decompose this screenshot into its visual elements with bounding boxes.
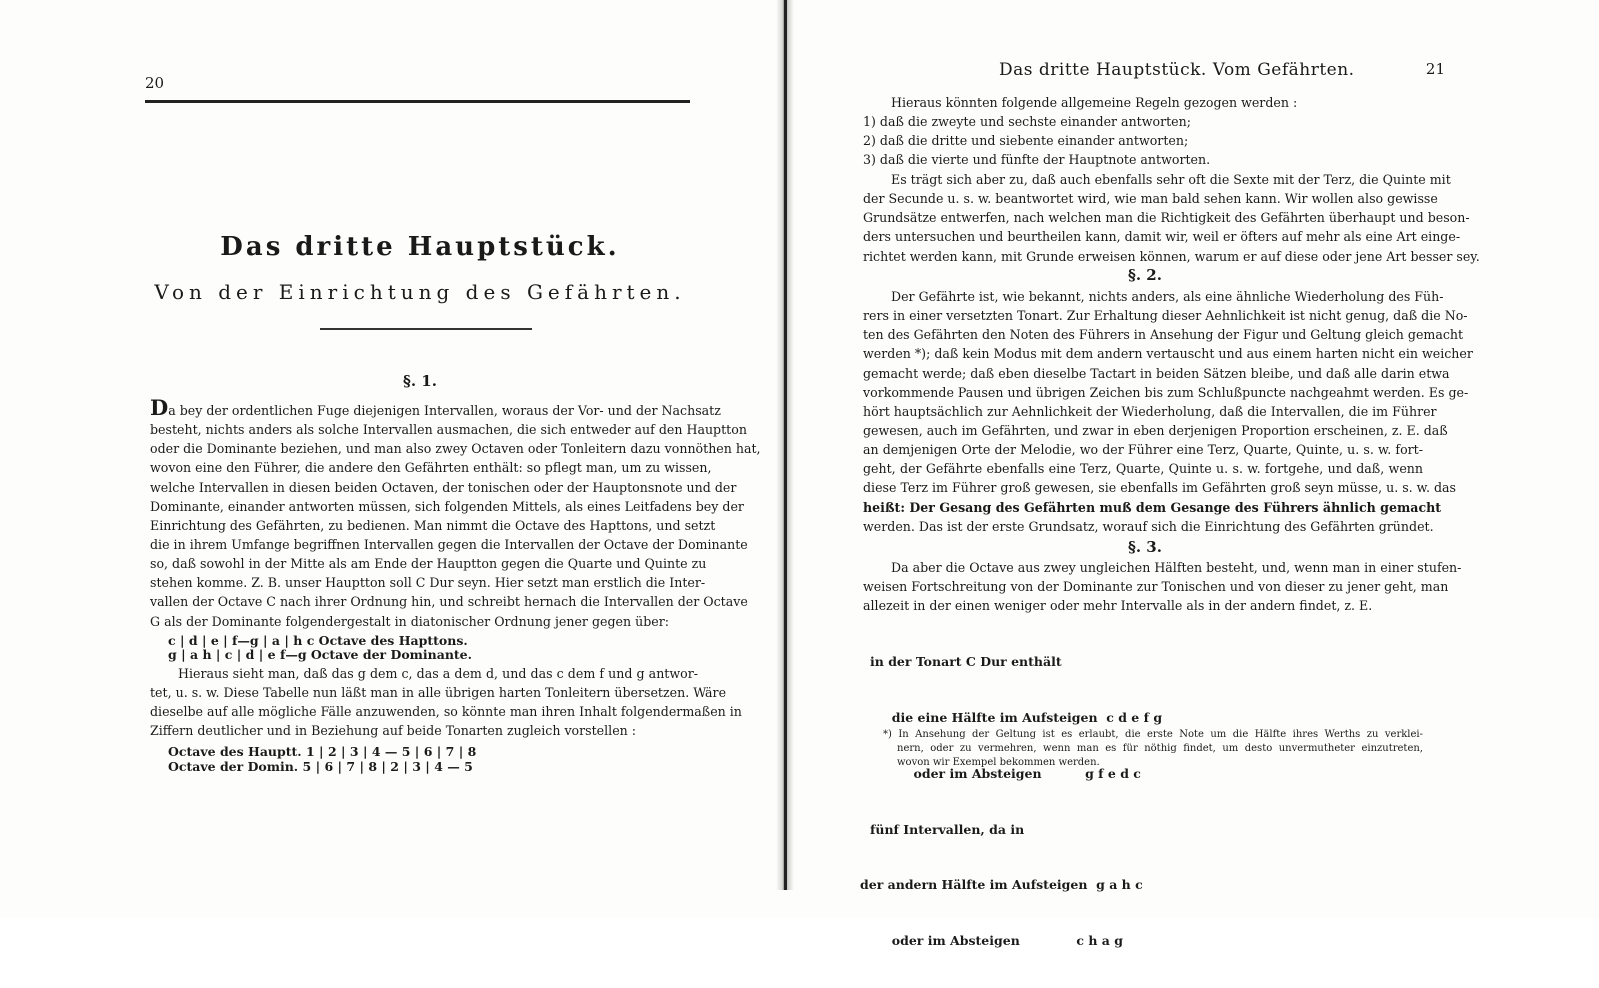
paragraph-line: welche Intervallen in diesen beiden Octaven, der tonischen oder der Hauptonsnote und der <box>150 479 737 495</box>
paragraph-line: an demjenigen Orte der Melodie, wo der Führer eine Terz, Quarte, Quinte, u. s. w. fort- <box>863 442 1423 458</box>
rule-item: 3) daß die vierte und fünfte der Hauptnote antworten. <box>863 152 1211 168</box>
paragraph-line: Einrichtung des Gefährten, zu bedienen. Man nimmt die Octave des Hapttons, und setzt <box>150 517 716 533</box>
rules-block <box>863 93 1423 170</box>
paragraph-line: tet, u. s. w. Diese Tabelle nun läßt man in alle übrigen harten Tonleitern übersetzen. Wäre <box>150 685 727 701</box>
paragraph-line: vorkommende Pausen und übrigen Zeichen bis zum Schlußpuncte nachgeahmt werden. Es ge- <box>863 384 1469 400</box>
paragraph-line: weisen Fortschreitung von der Dominante zur Tonischen und von dieser zu jener geht, man <box>863 579 1449 595</box>
rule-item: 1) daß die zweyte und sechste einander antworten; <box>863 114 1191 130</box>
paragraph-line: ders untersuchen und beurtheilen kann, damit wir, weil er öfters auf mehr als eine Art einge- <box>863 229 1461 245</box>
chapter-subtitle: Von der Einrichtung des Gefährten. <box>154 280 686 304</box>
octave-digit-table <box>168 745 476 775</box>
paragraph-line: heißt: Der Gesang des Gefährten muß dem Gesange des Führers ähnlich gemacht <box>863 499 1442 515</box>
footnote <box>883 728 1423 770</box>
paragraph-line: wovon eine den Führer, die andere den Gefährten enthält: so pflegt man, um zu wissen, <box>150 460 712 476</box>
paragraph-line: allezeit in der einen weniger oder mehr Intervalle als in der andern findet, z. E. <box>863 598 1373 614</box>
scale-line: in der Tonart C Dur enthält <box>870 654 1062 670</box>
paragraph-line: Grundsätze entwerfen, nach welchen man die Richtigkeit des Gefährten überhaupt und beson- <box>863 210 1470 226</box>
page-number-right: 21 <box>1425 60 1445 78</box>
scale-line: fünf Intervallen, da in <box>870 821 1025 837</box>
section-2-paragraph <box>863 287 1473 536</box>
paragraph-line: ten des Gefährten den Noten des Führers in Ansehung der Figur und Geltung gleich gemacht <box>863 327 1464 343</box>
paragraph-line: die in ihrem Umfange begriffnen Intervallen gegen die Intervallen der Octave der Dominante <box>150 536 748 552</box>
paragraph-line: geht, der Gefährte ebenfalls eine Terz, Quarte, Quinte u. s. w. fortgehe, und daß, wenn <box>863 461 1423 477</box>
paragraph-line: dieselbe auf alle mögliche Fälle anzuwenden, so könnte man ihren Inhalt folgendermaßen in <box>150 704 742 720</box>
right-page <box>855 0 1480 949</box>
paragraph-line: Es trägt sich aber zu, daß auch ebenfalls sehr oft die Sexte mit der Terz, die Quinte mit <box>891 172 1451 187</box>
table-row: g | a h | c | d | e f—g Octave der Dominante. <box>168 647 472 662</box>
paragraph-line: besteht, nichts anders als solche Intervallen ausmachen, die sich entweder auf den Hauptton <box>150 422 747 438</box>
paragraph-line: hört hauptsächlich zur Aehnlichkeit der Wiederholung, daß die Intervallen, die im Führer <box>863 403 1437 419</box>
section-3-mark: §. 3. <box>1128 538 1162 556</box>
gutter-shadow <box>784 0 787 890</box>
paragraph-line: rers in einer versetzten Tonart. Zur Erhaltung dieser Aehnlichkeit ist nicht genug, daß die No- <box>863 308 1468 324</box>
scale-line: der andern Hälfte im Aufsteigen g a h c <box>860 877 1143 893</box>
paragraph-line: der Secunde u. s. w. beantwortet wird, wie man bald sehen kann. Wir wollen also gewisse <box>863 191 1438 207</box>
paragraph-line: gemacht werde; daß eben dieselbe Tactart in beiden Sätzen bleibe, und daß alle darin etwa <box>863 365 1450 381</box>
scale-line: die eine Hälfte im Aufsteigen c d e f g <box>870 709 1163 725</box>
left-page <box>140 0 761 918</box>
page-number-left: 20 <box>145 74 165 92</box>
paragraph-line: richtet werden kann, mit Grunde erweisen können, warum er auf diese oder jene Art besser sey. <box>863 248 1480 264</box>
paragraph-line: Ziffern deutlicher und in Beziehung auf beide Tonarten zugleich vorstellen : <box>150 723 637 739</box>
footnote-line: *) In Ansehung der Geltung ist es erlaubt, die erste Note um die Hälfte ihres Werths zu verklei- <box>883 729 1423 740</box>
paragraph-line: Hieraus sieht man, daß das g dem c, das a dem d, und das c dem f und g antwor- <box>178 666 698 681</box>
section-1-paragraph-2 <box>150 664 742 741</box>
paragraph-line: Da bey der ordentlichen Fuge diejenigen Intervallen, woraus der Vor- und der Nachsatz <box>150 395 721 420</box>
paragraph-line: so, daß sowohl in der Mitte als am Ende der Hauptton gegen die Quarte und Quinte zu <box>150 556 707 572</box>
paragraph-line: Da aber die Octave aus zwey ungleichen Hälften besteht, und, wenn man in einer stufen- <box>891 560 1462 575</box>
paragraph-line: werden *); daß kein Modus mit dem andern vertauscht und aus einem harten nicht ein weicher <box>863 346 1473 362</box>
table-row: Octave der Domin. 5 | 6 | 7 | 8 | 2 | 3 | 4 — 5 <box>168 759 473 774</box>
paragraph-line: werden. Das ist der erste Grundsatz, worauf sich die Einrichtung des Gefährten gründet. <box>863 518 1434 534</box>
drop-initial: D <box>150 395 169 420</box>
chapter-title: Das dritte Hauptstück. <box>220 232 620 262</box>
footnote-line: wovon wir Exempel bekommen werden. <box>897 757 1100 768</box>
octave-letter-table <box>168 634 472 662</box>
running-head: Das dritte Hauptstück. Vom Gefährten. <box>999 60 1355 80</box>
section-1-mark: §. 1. <box>403 372 437 390</box>
paragraph-line: diese Terz im Führer groß gewesen, sie ebenfalls im Gefährten groß seyn müsse, u. s. w. das <box>863 480 1456 496</box>
paragraph-line: G als der Dominante folgendergestalt in diatonischer Ordnung jener gegen über: <box>150 613 669 629</box>
paragraph-line: Dominante, einander antworten müssen, sich folgenden Mittels, als eines Leitfadens bey der <box>150 498 744 514</box>
rules-intro: Hieraus könnten folgende allgemeine Regeln gezogen werden : <box>891 95 1298 110</box>
title-rule <box>320 328 532 330</box>
table-row: Octave des Hauptt. 1 | 2 | 3 | 4 — 5 | 6 | 7 | 8 <box>168 744 477 759</box>
paragraph-line: vallen der Octave C nach ihrer Ordnung hin, und schreibt hernach die Intervallen der Octave <box>150 594 748 610</box>
section-2-mark: §. 2. <box>1128 266 1162 284</box>
paragraph-line: stehen komme. Z. B. unser Hauptton soll C Dur seyn. Hier setzt man erstlich die Inter- <box>150 575 706 591</box>
section-3-paragraph <box>863 558 1462 615</box>
scale-line: oder im Absteigen c h a g <box>870 933 1123 949</box>
paragraph-line: Der Gefährte ist, wie bekannt, nichts anders, als eine ähnliche Wiederholung des Füh- <box>891 289 1444 304</box>
paragraph-line: oder die Dominante beziehen, und man also zwey Octaven oder Tonleitern dazu vonnöthen hat, <box>150 441 761 457</box>
table-row: c | d | e | f—g | a | h c Octave des Hapttons. <box>168 633 468 648</box>
rules-paragraph <box>863 170 1480 266</box>
scale-example <box>860 616 1163 988</box>
rule-item: 2) daß die dritte und siebente einander antworten; <box>863 133 1189 149</box>
section-1-paragraph <box>150 395 761 631</box>
header-rule <box>145 100 690 103</box>
paragraph-line: gewesen, auch im Gefährten, und zwar in eben derjenigen Proportion erscheinen, z. E. daß <box>863 422 1448 438</box>
footnote-line: nern, oder zu vermehren, wenn man es für nöthig findet, um desto unvermutheter einzutreten, <box>897 743 1423 754</box>
scale-line: oder im Absteigen g f e d c <box>870 765 1141 781</box>
